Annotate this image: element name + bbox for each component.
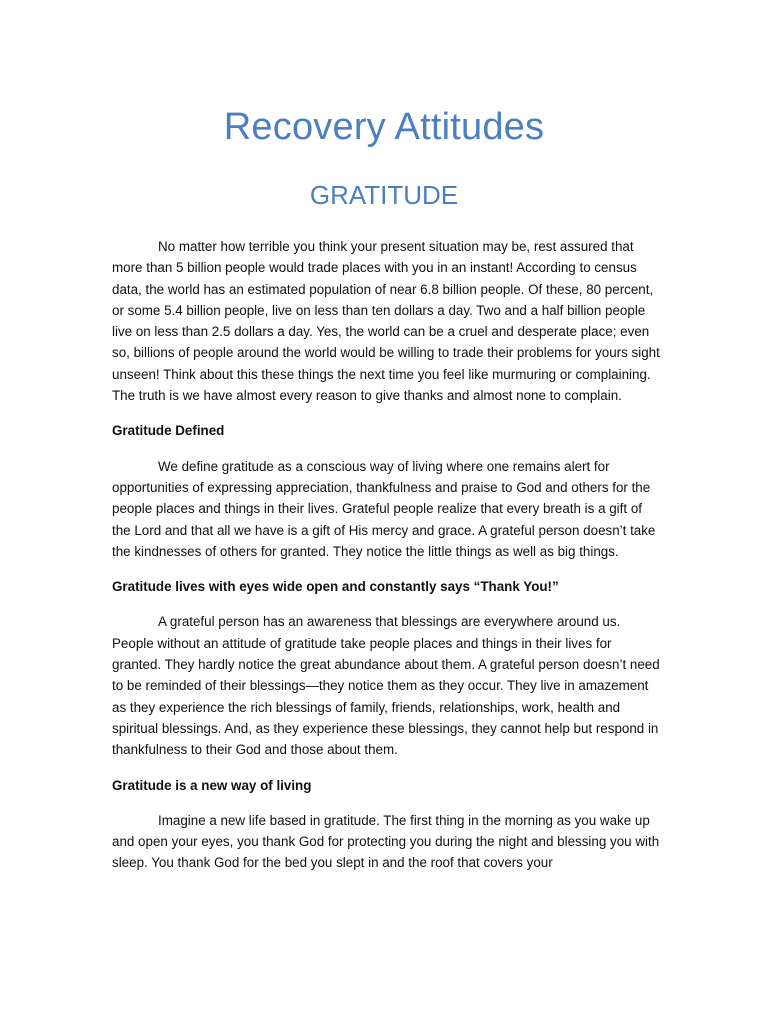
document-subtitle: GRATITUDE bbox=[309, 180, 459, 210]
section-heading-eyes-wide-open: Gratitude lives with eyes wide open and constantly says “Thank You!” bbox=[112, 579, 559, 595]
document-title: Recovery Attitudes bbox=[223, 106, 545, 148]
intro-paragraph: No matter how terrible you think your present situation may be, rest assured that more than 5 billion people would trade places with you in an instant! According to census data, the world has an estimated population of near 6.8 billion people. Of these, 80 percent, or some 5.4 billion people, live on less than ten dollars a day. Two and a half billion people live on less than 2.5 dollars a day. Yes, the world can be a cruel and desperate place; even so, billions of people around the world would be willing to trade their problems for yours sight unseen! Think about this these things the next time you feel like murmuring or complaining. The truth is we have almost every reason to give thanks and almost none to complain. bbox=[112, 239, 660, 404]
section-heading-gratitude-defined: Gratitude Defined bbox=[112, 423, 225, 439]
new-life-paragraph: Imagine a new life based in gratitude. The first thing in the morning as you wake up and open your eyes, you thank God for protecting you during the night and blessing you with sleep. You thank God for the bed you slept in and the roof that covers your bbox=[112, 812, 660, 871]
section-heading-new-way-of-living: Gratitude is a new way of living bbox=[112, 777, 312, 793]
document-body bbox=[112, 236, 660, 888]
definition-paragraph: We define gratitude as a conscious way of living where one remains alert for opportunities of expressing appreciation, thankfulness and praise to God and others for the people places and things in their lives. Grateful people realize that every breath is a gift of the Lord and that all we have is a gift of His mercy and grace. A grateful person doesn’t take the kindnesses of others for granted. They notice the little things as well as big things. bbox=[112, 458, 656, 559]
awareness-paragraph: A grateful person has an awareness that blessings are everywhere around us. People without an attitude of gratitude take people places and things in their lives for granted. They hardly notice the great abundance about them. A grateful person doesn’t need to be reminded of their blessings—they notice them as they occur. They live in amazement as they experience the rich blessings of family, friends, relationships, work, health and spiritual blessings. And, as they experience these blessings, they cannot help but respond in thankfulness to their God and those about them. bbox=[112, 614, 660, 758]
